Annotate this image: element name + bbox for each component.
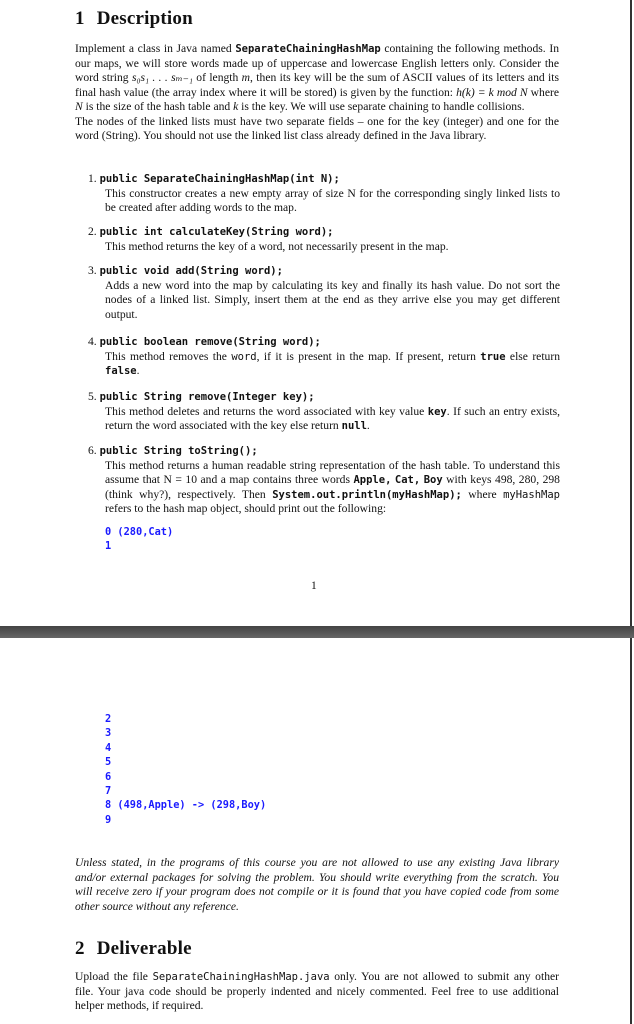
code-boy: Boy (423, 474, 443, 486)
method-description: This constructor creates a new empty array of size N for the corresponding singly linked lists to be created after adding words to the map. (105, 186, 560, 214)
policy-note: Unless stated, in the programs of this course you are not allowed to use any existing Java library and/or external packages for solving the problem. You should write everything from the scratch. You will receive zero if your program does not compile or it is found that you have copied code from some other source without any reference. (75, 856, 559, 913)
list-item (88, 264, 560, 322)
output-line: 4 (105, 741, 112, 754)
intro-text: of length (192, 71, 242, 84)
list-item (88, 225, 560, 254)
intro-text: is the key. We will use separate chaining to handle collisions. (238, 100, 525, 113)
item-number: 6. (88, 444, 97, 457)
hash-formula: h(k) = k mod N (456, 85, 528, 99)
math-k: k (233, 100, 239, 113)
word-variable: s₀s₁ . . . sₘ₋₁ (131, 71, 193, 84)
desc-text: else return (505, 349, 561, 363)
method-signature: public String remove(Integer key); (99, 391, 315, 403)
section-title: Description (96, 8, 193, 29)
code-true: true (480, 350, 506, 363)
desc-text: refers to the hash map object, should print out the following: (105, 502, 387, 515)
desc-text: , if it is present in the map. If present, return (256, 349, 481, 363)
intro-text: , then its key will be the sum of ASCII values of its letters and its final hash value (the array index where it will be stored) is given by the function: (75, 71, 559, 99)
desc-text: where (461, 487, 504, 501)
method-description: This method returns the key of a word, not necessarily present in the map. (105, 239, 449, 253)
output-block-page1 (105, 525, 173, 554)
output-line: 9 (105, 813, 112, 826)
list-item (88, 172, 560, 216)
code-println: System.out.println(myHashMap); (272, 488, 462, 501)
desc-text: . (366, 419, 370, 432)
item-number: 3. (88, 264, 97, 277)
page-number: 1 (311, 580, 317, 592)
code-myhashmap: myHashMap (503, 488, 560, 501)
section-number: 1 (75, 8, 85, 29)
method-signature: public String toString(); (99, 445, 258, 457)
code-cat: Cat, (394, 474, 421, 486)
output-line: 1 (105, 540, 112, 553)
method-signature: public void add(String word); (99, 265, 283, 277)
output-line: 2 (105, 713, 112, 725)
intro-text: containing the following methods. In our maps, we will store words made up of uppercase and lowercase English letters only. Consider the word string (75, 42, 559, 84)
desc-text: . If such an entry exists, return the word associated with the key else return (105, 404, 560, 432)
intro-text: is the size of the hash table and (82, 100, 234, 113)
item-number: 5. (88, 390, 97, 403)
output-line: 6 (105, 770, 112, 783)
code-key: key (427, 405, 447, 418)
item-number: 2. (88, 225, 97, 238)
method-signature: public int calculateKey(String word); (99, 226, 334, 238)
section-1-heading (75, 8, 193, 30)
method-signature: public SeparateChainingHashMap(int N); (99, 173, 340, 185)
intro-paragraph (75, 42, 559, 144)
deliverable-text: only. You are not allowed to submit any other file. Your java code should be properly indented and nicely commented. Feel free to use additional helper methods, if required. (75, 970, 559, 1012)
deliverable-text: Upload the file (75, 970, 153, 983)
desc-text: with keys 498, 280, 298 (think why?), respectively. Then (105, 473, 560, 501)
desc-text: . (136, 364, 140, 377)
code-false: false (105, 365, 137, 377)
output-line: 3 (105, 727, 112, 740)
math-N: N (75, 100, 83, 113)
deliverable-paragraph (75, 970, 559, 1014)
code-apple: Apple, (353, 474, 392, 486)
file-name: SeparateChainingHashMap.java (152, 971, 330, 983)
math-m: m (241, 71, 251, 84)
output-line: 7 (105, 785, 112, 798)
method-description: Adds a new word into the map by calculating its key and finally its hash value. Do not sort the nodes of a linked list. Simply, insert them at the end as they arrive else you may get different output. (105, 278, 560, 321)
code-word: word (231, 350, 257, 363)
output-line: 0 (280,Cat) (105, 526, 174, 538)
list-item (88, 335, 560, 379)
page-separator (0, 626, 634, 638)
section-2-heading (75, 938, 192, 960)
output-line: 8 (498,Apple) -> (298,Boy) (105, 799, 267, 812)
item-number: 1. (88, 172, 97, 185)
desc-text: This method returns a human readable string representation of the hash table. To understand this assume that N = 10 and a map contains three words (105, 458, 560, 486)
desc-text: This method removes the (105, 349, 232, 363)
code-null: null (341, 420, 367, 432)
intro-text: Implement a class in Java named (75, 42, 236, 55)
method-signature: public boolean remove(String word); (99, 336, 321, 348)
class-name: SeparateChainingHashMap (235, 43, 381, 55)
page-2 (0, 638, 632, 1024)
intro-text: where (527, 85, 559, 99)
output-line: 5 (105, 756, 112, 769)
section-number: 2 (75, 938, 85, 959)
list-item (88, 444, 560, 517)
intro-paragraph-2: The nodes of the linked lists must have two separate fields – one for the key (integer) and one for the word (String). You should not use the linked list class already defined in the Java library. (75, 114, 559, 142)
output-block-page2 (105, 712, 266, 827)
item-number: 4. (88, 335, 97, 348)
desc-text: This method deletes and returns the word associated with key value (105, 404, 428, 418)
section-title: Deliverable (96, 938, 192, 959)
list-item (88, 390, 560, 434)
